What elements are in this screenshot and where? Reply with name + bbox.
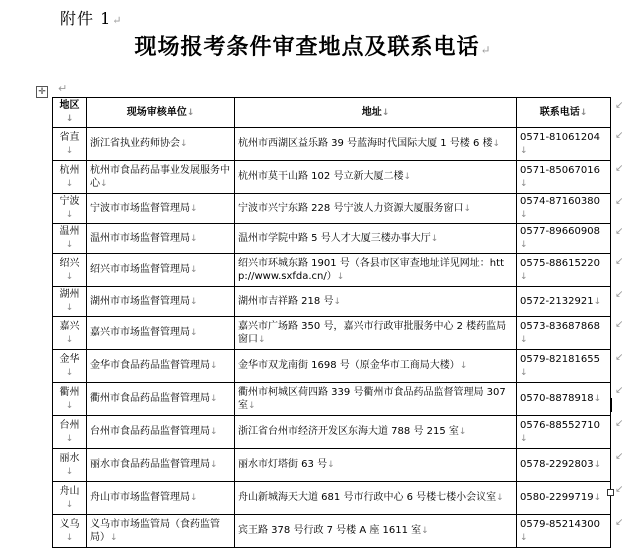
- cell-phone: 0579-85214300↓: [517, 515, 611, 548]
- cell-phone: 0571-81061204↓: [517, 128, 611, 161]
- table-row: [53, 287, 611, 317]
- cell-phone: 0574-87160380↓: [517, 194, 611, 224]
- row-end-mark-icon: ↙: [615, 162, 624, 174]
- address-text: 金华市双龙南街 1698 号（原金华市工商局大楼）: [238, 360, 460, 371]
- row-end-mark-icon: ↙: [615, 318, 624, 330]
- table-row: [53, 416, 611, 449]
- cell-unit: 舟山市市场监督管理局↓: [87, 482, 235, 515]
- address-text: 绍兴市环城东路 1901 号（各县市区审查地址详见网址：http://www.sxfda.cn/）: [238, 257, 504, 282]
- unit-text: 金华市食品药品监督管理局: [90, 360, 210, 371]
- address-text: 舟山新城海天大道 681 号市行政中心 6 号楼七楼小会议室: [238, 492, 497, 503]
- unit-text: 舟山市市场监督管理局: [90, 492, 190, 503]
- phone-text: 0576-88552710: [520, 419, 600, 431]
- address-text: 丽水市灯塔街 63 号: [238, 459, 328, 470]
- region-text: 丽水: [59, 452, 80, 464]
- cell-region: 湖州↓: [53, 287, 87, 317]
- paragraph-mark-icon: ↵: [58, 82, 68, 95]
- region-text: 台州: [59, 419, 80, 431]
- cell-phone: 0576-88552710↓: [517, 416, 611, 449]
- unit-text: 温州市市场监督管理局: [90, 232, 190, 244]
- address-text: 温州市学院中路 5 号人才大厦三楼办事大厅: [238, 232, 431, 244]
- table-row: [53, 128, 611, 161]
- region-text: 杭州: [59, 164, 80, 176]
- table-body: [53, 128, 611, 548]
- cell-address: 浙江省台州市经济开发区东海大道 788 号 215 室↓: [235, 416, 517, 449]
- cell-region: 金华↓: [53, 350, 87, 383]
- address-text: 宾王路 378 号行政 7 号楼 A 座 1611 室: [238, 525, 422, 536]
- cell-region: 丽水↓: [53, 449, 87, 482]
- text-cursor: [610, 398, 612, 412]
- row-end-mark-icon: ↙: [615, 255, 624, 267]
- table-resize-handle-icon[interactable]: [607, 489, 614, 496]
- address-text: 浙江省台州市经济开发区东海大道 788 号 215 室: [238, 426, 459, 437]
- cell-unit: 丽水市食品药品监督管理局↓: [87, 449, 235, 482]
- region-text: 湖州: [59, 289, 80, 300]
- unit-text: 嘉兴市市场监督管理局: [90, 327, 190, 338]
- cell-address: 金华市双龙南街 1698 号（原金华市工商局大楼）↓: [235, 350, 517, 383]
- unit-text: 宁波市市场监督管理局: [90, 202, 190, 214]
- cell-phone: 0571-85067016↓: [517, 161, 611, 194]
- unit-text: 湖州市市场监督管理局: [90, 295, 190, 307]
- region-text: 宁波: [59, 196, 80, 207]
- cell-unit: 台州市食品药品监督管理局↓: [87, 416, 235, 449]
- unit-text: 浙江省执业药师协会: [90, 138, 180, 149]
- cell-phone: 0575-88615220↓: [517, 254, 611, 287]
- cell-unit: 衢州市食品药品监督管理局↓: [87, 383, 235, 416]
- row-end-mark-icon: ↙: [615, 450, 624, 462]
- cell-region: 台州↓: [53, 416, 87, 449]
- phone-text: 0575-88615220: [520, 257, 600, 269]
- region-text: 嘉兴: [59, 320, 80, 332]
- cell-phone: 0577-89660908↓: [517, 224, 611, 254]
- region-text: 衢州: [59, 386, 80, 398]
- row-end-mark-icon: ↙: [615, 384, 624, 396]
- cell-address: 嘉兴市广场路 350 号，嘉兴市行政审批服务中心 2 楼药监局窗口↓: [235, 317, 517, 350]
- cell-region: 温州↓: [53, 224, 87, 254]
- phone-text: 0571-85067016: [520, 164, 600, 176]
- phone-text: 0580-2299719: [520, 492, 594, 503]
- row-end-mark-icon: ↙: [615, 483, 624, 495]
- phone-text: 0579-85214300: [520, 518, 600, 530]
- cell-unit: 义乌市市场监管局（食药监管局）↓: [87, 515, 235, 548]
- header-region: 地区↓: [53, 98, 87, 128]
- table-row: [53, 254, 611, 287]
- row-end-mark-icon: ↙: [615, 417, 624, 429]
- region-text: 金华: [59, 353, 80, 365]
- cell-unit: 温州市市场监督管理局↓: [87, 224, 235, 254]
- phone-text: 0579-82181655: [520, 353, 600, 365]
- header-unit: 现场审核单位↓: [87, 98, 235, 128]
- phone-text: 0572-2132921: [520, 295, 594, 307]
- cell-phone: 0579-82181655↓: [517, 350, 611, 383]
- unit-text: 绍兴市市场监督管理局: [90, 264, 190, 275]
- page-title: 现场报考条件审查地点及联系电话↵: [134, 34, 492, 60]
- cell-address: 绍兴市环城东路 1901 号（各县市区审查地址详见网址：http://www.sxfda.cn/）↓: [235, 254, 517, 287]
- region-text: 义乌: [59, 518, 80, 530]
- cell-address: 杭州市西湖区益乐路 39 号蓝海时代国际大厦 1 号楼 6 楼↓: [235, 128, 517, 161]
- table-row: [53, 515, 611, 548]
- cell-region: 绍兴↓: [53, 254, 87, 287]
- cell-address: 宾王路 378 号行政 7 号楼 A 座 1611 室↓: [235, 515, 517, 548]
- table-row: [53, 350, 611, 383]
- unit-text: 衢州市食品药品监督管理局: [90, 393, 210, 404]
- address-text: 杭州市西湖区益乐路 39 号蓝海时代国际大厦 1 号楼 6 楼: [238, 138, 493, 149]
- address-text: 衢州市柯城区荷四路 339 号衢州市食品药品监督管理局 307 室: [238, 386, 506, 411]
- table-row: [53, 383, 611, 416]
- table-row: [53, 161, 611, 194]
- table-row: [53, 482, 611, 515]
- cell-unit: 嘉兴市市场监督管理局↓: [87, 317, 235, 350]
- row-end-mark-icon: ↙: [615, 99, 624, 111]
- region-text: 绍兴: [59, 257, 80, 269]
- address-text: 杭州市莫干山路 102 号立新大厦二楼: [238, 171, 404, 182]
- table-header-row: [53, 98, 611, 128]
- cell-address: 宁波市兴宁东路 228 号宁波人力资源大厦服务窗口↓: [235, 194, 517, 224]
- cell-region: 义乌↓: [53, 515, 87, 548]
- unit-text: 台州市食品药品监督管理局: [90, 426, 210, 437]
- row-end-mark-icon: ↙: [615, 351, 624, 363]
- phone-text: 0574-87160380: [520, 196, 600, 207]
- cell-unit: 宁波市市场监督管理局↓: [87, 194, 235, 224]
- table-row: [53, 317, 611, 350]
- table-move-handle-icon[interactable]: ✛: [36, 86, 48, 98]
- phone-text: 0571-81061204: [520, 131, 600, 143]
- header-phone: 联系电话↓: [517, 98, 611, 128]
- phone-text: 0573-83687868: [520, 320, 600, 332]
- region-text: 省直: [59, 131, 80, 143]
- unit-text: 义乌市市场监管局（食药监管局）: [90, 518, 220, 543]
- address-text: 嘉兴市广场路 350 号，嘉兴市行政审批服务中心 2 楼药监局窗口: [238, 320, 507, 345]
- phone-text: 0577-89660908: [520, 226, 600, 237]
- cell-address: 舟山新城海天大道 681 号市行政中心 6 号楼七楼小会议室↓: [235, 482, 517, 515]
- cell-address: 衢州市柯城区荷四路 339 号衢州市食品药品监督管理局 307 室↓: [235, 383, 517, 416]
- contact-table: [52, 97, 611, 548]
- cell-unit: 杭州市食品药品事业发展服务中心↓: [87, 161, 235, 194]
- unit-text: 丽水市食品药品监督管理局: [90, 459, 210, 470]
- cell-phone: 0570-8878918↓: [517, 383, 611, 416]
- attachment-label: 附件 1↵: [60, 9, 123, 28]
- row-end-mark-icon: ↙: [615, 288, 624, 300]
- region-text: 舟山: [59, 485, 80, 497]
- cell-unit: 湖州市市场监督管理局↓: [87, 287, 235, 317]
- address-text: 宁波市兴宁东路 228 号宁波人力资源大厦服务窗口: [238, 202, 464, 214]
- phone-text: 0578-2292803: [520, 459, 594, 470]
- table-row: [53, 224, 611, 254]
- phone-text: 0570-8878918: [520, 393, 594, 404]
- table-row: [53, 194, 611, 224]
- row-end-mark-icon: ↙: [615, 195, 624, 207]
- cell-region: 嘉兴↓: [53, 317, 87, 350]
- cell-phone: 0578-2292803↓: [517, 449, 611, 482]
- cell-address: 湖州市吉祥路 218 号↓: [235, 287, 517, 317]
- cell-phone: 0580-2299719↓: [517, 482, 611, 515]
- row-end-mark-icon: ↙: [615, 225, 624, 237]
- row-end-mark-icon: ↙: [615, 516, 624, 528]
- region-text: 温州: [59, 226, 80, 237]
- cell-region: 杭州↓: [53, 161, 87, 194]
- cell-region: 舟山↓: [53, 482, 87, 515]
- unit-text: 杭州市食品药品事业发展服务中心: [90, 164, 230, 189]
- cell-address: 杭州市莫干山路 102 号立新大厦二楼↓: [235, 161, 517, 194]
- cell-address: 丽水市灯塔街 63 号↓: [235, 449, 517, 482]
- cell-region: 省直↓: [53, 128, 87, 161]
- cell-address: 温州市学院中路 5 号人才大厦三楼办事大厅↓: [235, 224, 517, 254]
- cell-phone: 0572-2132921↓: [517, 287, 611, 317]
- address-text: 湖州市吉祥路 218 号: [238, 295, 334, 307]
- cell-unit: 浙江省执业药师协会↓: [87, 128, 235, 161]
- row-end-mark-icon: ↙: [615, 129, 624, 141]
- cell-unit: 金华市食品药品监督管理局↓: [87, 350, 235, 383]
- header-address: 地址↓: [235, 98, 517, 128]
- cell-unit: 绍兴市市场监督管理局↓: [87, 254, 235, 287]
- cell-phone: 0573-83687868↓: [517, 317, 611, 350]
- table-row: [53, 449, 611, 482]
- cell-region: 衢州↓: [53, 383, 87, 416]
- cell-region: 宁波↓: [53, 194, 87, 224]
